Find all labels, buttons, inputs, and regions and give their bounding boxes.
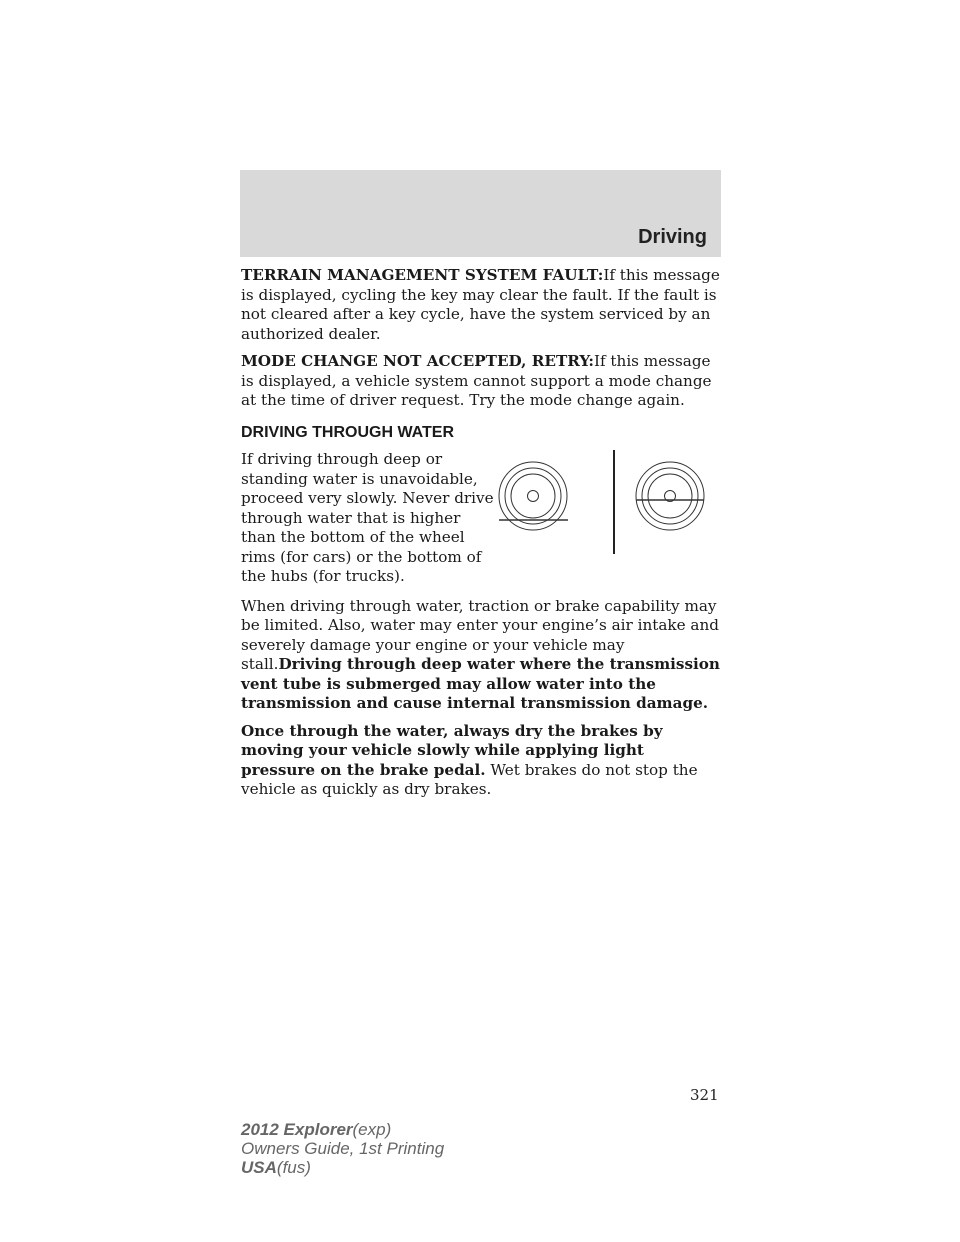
section-title: Driving — [638, 226, 707, 248]
brakes-warning: Once through the water, always dry the brakes by moving your vehicle slowly while applying light pressure on the brake pedal. — [241, 721, 663, 779]
footer-model: 2012 Explorer — [241, 1120, 353, 1139]
brakes-text: Wet brakes do not stop the vehicle as quickly as dry brakes. — [241, 760, 698, 798]
car-wheel-icon — [499, 462, 568, 530]
traction-paragraph — [241, 597, 721, 714]
footer-line-1 — [241, 1120, 444, 1139]
water-heading: DRIVING THROUGH WATER — [241, 423, 455, 441]
truck-wheel-icon — [636, 462, 704, 530]
fault-label: TERRAIN MANAGEMENT SYSTEM FAULT: — [241, 266, 604, 284]
footer-line-3 — [241, 1158, 444, 1177]
water-depth-illustration — [496, 450, 721, 560]
footer-market-code: (fus) — [276, 1158, 311, 1177]
footer-market: USA — [241, 1158, 277, 1177]
fault-paragraph — [241, 266, 721, 344]
water-intro: If driving through deep or standing water is unavoidable, proceed very slowly. Never drive through water that is higher than the bottom of the wheel rims (for cars) or the bottom of the hubs (for trucks). — [241, 450, 494, 585]
page-content — [241, 266, 721, 808]
traction-warning: Driving through deep water where the transmission vent tube is submerged may allow water into the transmission and cause internal transmission damage. — [241, 655, 720, 712]
mode-text: If this message is displayed, a vehicle system cannot support a mode change at the time of driver request. Try the mode change again. — [241, 352, 712, 409]
mode-label: MODE CHANGE NOT ACCEPTED, RETRY: — [241, 352, 594, 370]
fault-text: If this message is displayed, cycling the key may clear the fault. If the fault is not cleared after a key cycle, have the system serviced by an authorized dealer. — [241, 266, 720, 343]
water-block — [241, 450, 721, 587]
footer-printing-info — [241, 1120, 444, 1177]
traction-text: When driving through water, traction or brake capability may be limited. Also, water may enter your engine’s air intake and severely damage your engine or your vehicle may stall. — [241, 596, 719, 673]
mode-paragraph — [241, 352, 721, 411]
section-header-bar — [240, 170, 721, 257]
footer-model-code: (exp) — [352, 1120, 392, 1139]
page-number: 321 — [690, 1086, 719, 1104]
footer-line-2: Owners Guide, 1st Printing — [241, 1139, 445, 1158]
brakes-paragraph — [241, 722, 721, 800]
